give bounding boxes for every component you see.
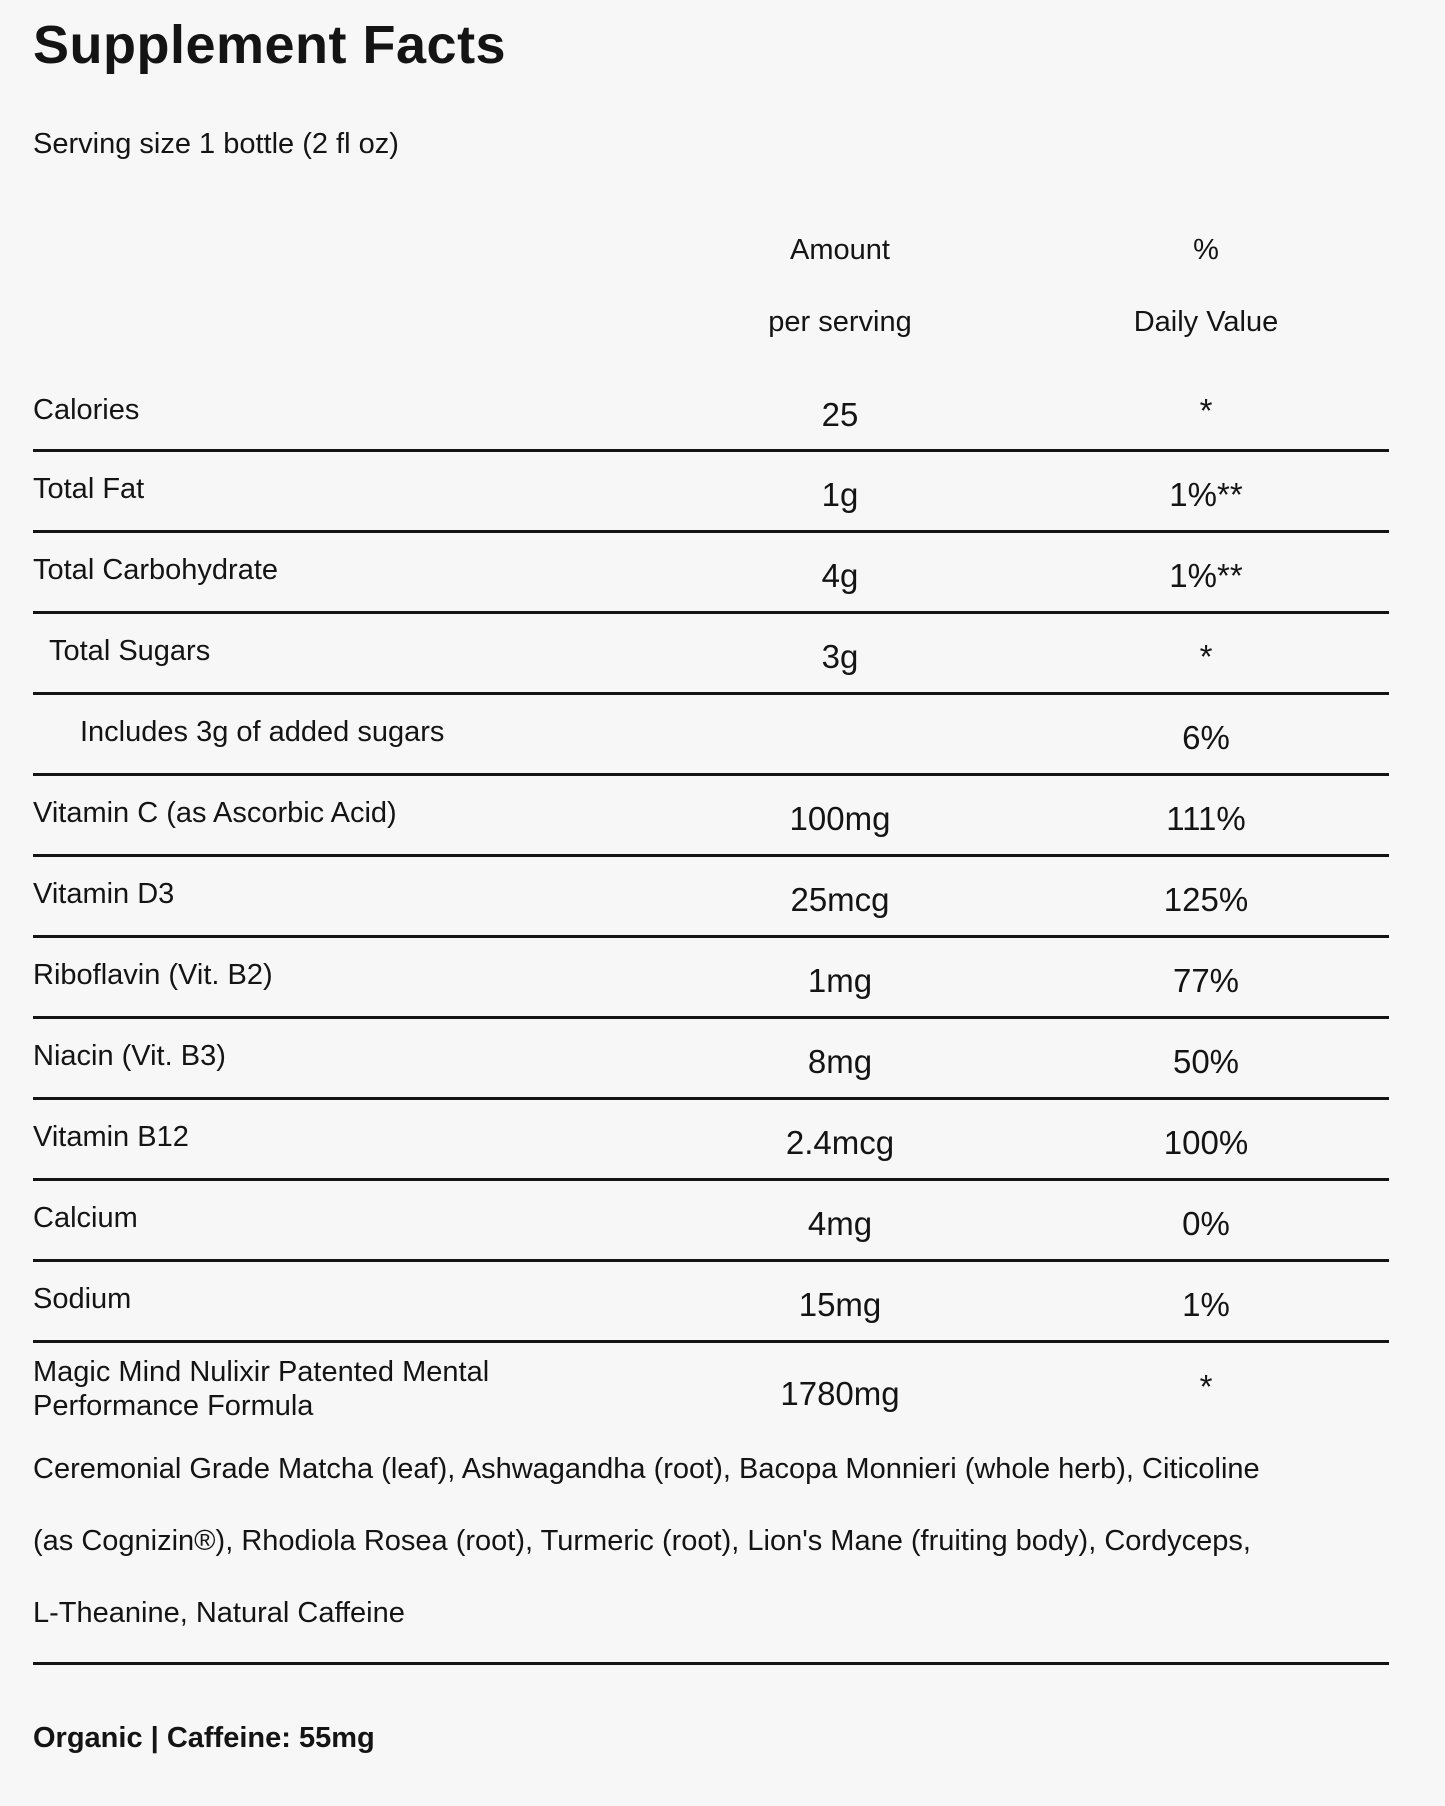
nutrient-table: [33, 376, 1389, 1343]
amount-column-header: [690, 214, 990, 358]
nutrient-amount: 15mg: [798, 1286, 882, 1323]
table-row-total-fat: [33, 452, 1389, 533]
formula-daily-value: *: [1199, 1368, 1213, 1405]
formula-name-line1: Magic Mind Nulixir Patented Mental: [33, 1356, 490, 1388]
nutrient-name: Vitamin B12: [33, 1121, 189, 1153]
nutrient-daily-value: 100%: [1163, 1124, 1249, 1161]
nutrient-daily-value: 6%: [1182, 719, 1230, 756]
table-row-riboflavin: [33, 938, 1389, 1019]
formula-name-line2: Performance Formula: [33, 1390, 314, 1422]
nutrient-name: Sodium: [33, 1283, 132, 1315]
table-row-total-sugars: [33, 614, 1389, 695]
nutrient-amount: 25: [821, 396, 859, 433]
nutrient-name: Niacin (Vit. B3): [33, 1040, 226, 1072]
table-row-vitamin-c: [33, 776, 1389, 857]
daily-value-column-header: [1056, 214, 1356, 358]
nutrient-daily-value: 0%: [1182, 1205, 1230, 1242]
dv-header-line1: %: [1193, 234, 1219, 266]
nutrient-daily-value: 125%: [1163, 881, 1249, 918]
nutrient-amount: 100mg: [789, 800, 891, 837]
nutrient-name: Riboflavin (Vit. B2): [33, 959, 273, 991]
table-row-total-carbohydrate: [33, 533, 1389, 614]
footer-note: Organic | Caffeine: 55mg: [33, 1722, 375, 1754]
nutrient-name: Calcium: [33, 1202, 138, 1234]
amount-header-line1: Amount: [790, 234, 890, 266]
nutrient-name: Vitamin C (as Ascorbic Acid): [33, 797, 397, 829]
serving-size: Serving size 1 bottle (2 fl oz): [33, 128, 399, 160]
nutrient-amount: 4g: [821, 557, 859, 594]
dv-header-line2: Daily Value: [1133, 306, 1279, 338]
nutrient-name: Total Carbohydrate: [33, 554, 279, 586]
nutrient-amount: 25mcg: [790, 881, 890, 918]
ingredients-line: Ceremonial Grade Matcha (leaf), Ashwagandha (root), Bacopa Monnieri (whole herb), Citicoline: [33, 1453, 1260, 1485]
nutrient-amount: 4mg: [807, 1205, 873, 1242]
amount-header-line2: per serving: [768, 306, 912, 338]
nutrient-name: Calories: [33, 394, 140, 426]
table-row-vitamin-b12: [33, 1100, 1389, 1181]
nutrient-daily-value: 111%: [1166, 800, 1246, 837]
ingredients-line: L-Theanine, Natural Caffeine: [33, 1597, 405, 1629]
nutrient-amount: 8mg: [807, 1043, 873, 1080]
table-row-niacin: [33, 1019, 1389, 1100]
ingredients-list: [33, 1433, 1389, 1649]
ingredients-line: (as Cognizin®), Rhodiola Rosea (root), Turmeric (root), Lion's Mane (fruiting body), Cordyceps,: [33, 1525, 1251, 1557]
nutrient-name: Total Fat: [33, 473, 145, 505]
nutrient-amount: 1g: [821, 476, 859, 513]
page-title: Supplement Facts: [33, 15, 507, 75]
nutrient-name: Includes 3g of added sugars: [80, 716, 445, 748]
nutrient-name: Total Sugars: [49, 635, 211, 667]
table-row-calories: [33, 376, 1389, 452]
divider: [33, 1662, 1389, 1665]
nutrient-daily-value: 50%: [1172, 1043, 1240, 1080]
nutrient-amount: 1mg: [807, 962, 873, 999]
table-row-added-sugars: [33, 695, 1389, 776]
nutrient-daily-value: *: [1199, 638, 1213, 675]
nutrient-daily-value: 1%**: [1169, 557, 1243, 594]
nutrient-amount: 3g: [821, 638, 859, 675]
nutrient-amount: 2.4mcg: [785, 1124, 895, 1161]
nutrient-name: Vitamin D3: [33, 878, 175, 910]
nutrient-daily-value: 77%: [1172, 962, 1240, 999]
formula-amount: 1780mg: [780, 1375, 900, 1412]
table-row-vitamin-d3: [33, 857, 1389, 938]
nutrient-daily-value: *: [1199, 392, 1213, 429]
table-row-proprietary-formula: [33, 1355, 1389, 1429]
table-row-calcium: [33, 1181, 1389, 1262]
table-row-sodium: [33, 1262, 1389, 1343]
nutrient-daily-value: 1%**: [1169, 476, 1243, 513]
formula-name: [33, 1355, 593, 1423]
nutrient-daily-value: 1%: [1182, 1286, 1230, 1323]
